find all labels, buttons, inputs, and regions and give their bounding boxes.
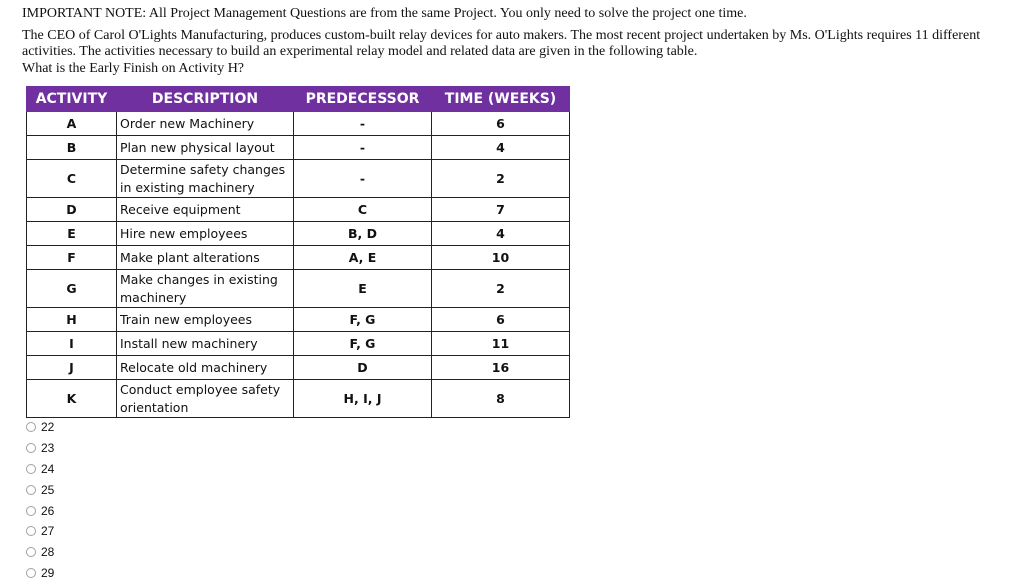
question-text xyxy=(22,6,1022,77)
time-cell: 16 xyxy=(432,356,570,380)
table-row xyxy=(27,112,570,136)
predecessor-cell: F, G xyxy=(294,332,432,356)
table-row xyxy=(27,356,570,380)
answer-option[interactable] xyxy=(26,500,54,521)
header-description: DESCRIPTION xyxy=(117,87,294,112)
header-predecessor: PREDECESSOR xyxy=(294,87,432,112)
description-cell: Conduct employee safety orientation xyxy=(117,380,294,418)
table-row xyxy=(27,198,570,222)
predecessor-cell: F, G xyxy=(294,308,432,332)
predecessor-cell: D xyxy=(294,356,432,380)
table-row xyxy=(27,270,570,308)
time-cell: 6 xyxy=(432,112,570,136)
option-label: 22 xyxy=(41,420,55,435)
description-cell: Make changes in existing machinery xyxy=(117,270,294,308)
radio-button[interactable] xyxy=(26,485,36,495)
predecessor-cell: - xyxy=(294,160,432,198)
time-cell: 8 xyxy=(432,380,570,418)
radio-button[interactable] xyxy=(26,506,36,516)
activity-cell: K xyxy=(27,380,117,418)
table-row xyxy=(27,222,570,246)
description-cell: Order new Machinery xyxy=(117,112,294,136)
predecessor-cell: C xyxy=(294,198,432,222)
table-row xyxy=(27,136,570,160)
option-label: 27 xyxy=(41,524,55,539)
option-label: 23 xyxy=(41,441,55,456)
activity-cell: H xyxy=(27,308,117,332)
predecessor-cell: B, D xyxy=(294,222,432,246)
radio-button[interactable] xyxy=(26,526,36,536)
option-label: 28 xyxy=(41,545,55,560)
header-time: TIME (WEEKS) xyxy=(432,87,570,112)
important-note: IMPORTANT NOTE: All Project Management Questions are from the same Project. You only need to solve the project one time. xyxy=(22,6,747,21)
activity-cell: G xyxy=(27,270,117,308)
activity-cell: A xyxy=(27,112,117,136)
predecessor-cell: E xyxy=(294,270,432,308)
time-cell: 2 xyxy=(432,160,570,198)
time-cell: 4 xyxy=(432,222,570,246)
table-row xyxy=(27,160,570,198)
description-cell: Relocate old machinery xyxy=(117,356,294,380)
answer-option[interactable] xyxy=(26,563,54,584)
table-row xyxy=(27,380,570,418)
answer-option[interactable] xyxy=(26,438,54,459)
activity-cell: E xyxy=(27,222,117,246)
radio-button[interactable] xyxy=(26,422,36,432)
option-label: 26 xyxy=(41,503,55,518)
activity-table xyxy=(26,86,570,418)
answer-option[interactable] xyxy=(26,479,54,500)
radio-button[interactable] xyxy=(26,547,36,557)
answer-option[interactable] xyxy=(26,542,54,563)
table-row xyxy=(27,246,570,270)
activity-cell: J xyxy=(27,356,117,380)
description-cell: Plan new physical layout xyxy=(117,136,294,160)
predecessor-cell: - xyxy=(294,136,432,160)
predecessor-cell: A, E xyxy=(294,246,432,270)
option-label: 24 xyxy=(41,461,55,476)
time-cell: 7 xyxy=(432,198,570,222)
header-activity: ACTIVITY xyxy=(27,87,117,112)
description-cell: Determine safety changes in existing machinery xyxy=(117,160,294,198)
activity-cell: B xyxy=(27,136,117,160)
time-cell: 6 xyxy=(432,308,570,332)
radio-button[interactable] xyxy=(26,568,36,578)
table-row xyxy=(27,332,570,356)
option-label: 29 xyxy=(41,565,55,580)
radio-button[interactable] xyxy=(26,443,36,453)
description-cell: Receive equipment xyxy=(117,198,294,222)
time-cell: 10 xyxy=(432,246,570,270)
activity-cell: F xyxy=(27,246,117,270)
problem-intro: The CEO of Carol O'Lights Manufacturing, produces custom-built relay devices for auto makers. The most recent project undertaken by Ms. O'Lights requires 11 different activities. The activities necessary to build an experimental relay model and related data are given in the following table. xyxy=(22,27,981,59)
activity-cell: I xyxy=(27,332,117,356)
time-cell: 11 xyxy=(432,332,570,356)
radio-button[interactable] xyxy=(26,464,36,474)
time-cell: 4 xyxy=(432,136,570,160)
answer-option[interactable] xyxy=(26,417,54,438)
question-prompt: What is the Early Finish on Activity H? xyxy=(22,60,245,76)
predecessor-cell: H, I, J xyxy=(294,380,432,418)
answer-option[interactable] xyxy=(26,521,54,542)
time-cell: 2 xyxy=(432,270,570,308)
activity-cell: C xyxy=(27,160,117,198)
option-label: 25 xyxy=(41,482,55,497)
predecessor-cell: - xyxy=(294,112,432,136)
answer-options xyxy=(26,417,54,583)
description-cell: Train new employees xyxy=(117,308,294,332)
activity-cell: D xyxy=(27,198,117,222)
answer-option[interactable] xyxy=(26,459,54,480)
table-row xyxy=(27,308,570,332)
description-cell: Hire new employees xyxy=(117,222,294,246)
table-header-row xyxy=(27,87,570,112)
description-cell: Install new machinery xyxy=(117,332,294,356)
description-cell: Make plant alterations xyxy=(117,246,294,270)
